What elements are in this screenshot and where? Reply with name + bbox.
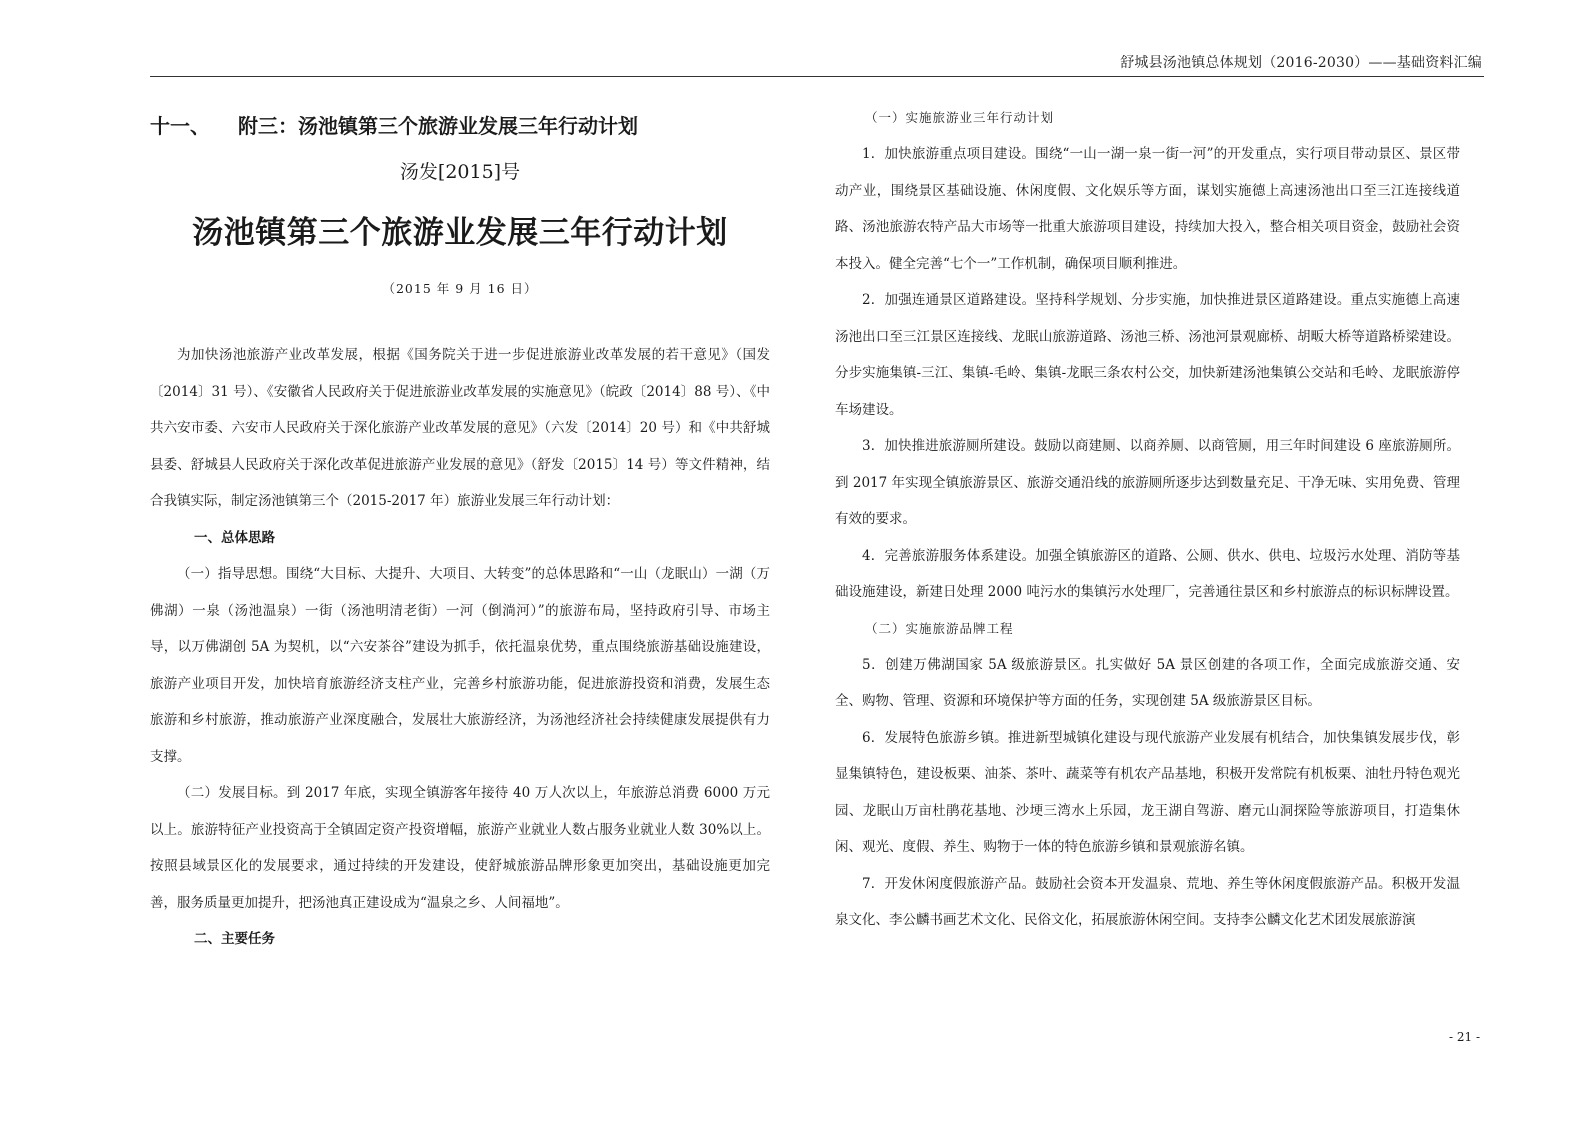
task-paragraph-5: 5．创建万佛湖国家 5A 级旅游景区。扎实做好 5A 景区创建的各项工作，全面完成旅游交通、安全、购物、管理、资源和环境保护等方面的任务，实现创建 5A 级旅游景区目标。 [835,656,1460,709]
running-header: 舒城县汤池镇总体规划（2016-2030）——基础资料汇编 [1120,55,1482,71]
left-column [150,100,770,958]
development-goals-paragraph: （二）发展目标。到 2017 年底，实现全镇游客年接待 40 万人次以上，年旅游总消费 6000 万元以上。旅游特征产业投资高于全镇固定资产投资增幅，旅游产业就业人数占服务业就业人数 30%以上。按照县域景区化的发展要求，通过持续的开发建设，使舒城旅游品牌形象更加突出，基础设施更加完善，服务质量更加提升，把汤池真正建设成为“温泉之乡、人间福地”。 [150,785,770,911]
document-date: （2015 年 9 月 16 日） [382,281,538,296]
section-number: 十一、 [150,113,210,138]
document-title: 汤池镇第三个旅游业发展三年行动计划 [192,215,728,251]
document-number: 汤发[2015]号 [399,161,521,183]
heading-main-tasks: 二、主要任务 [194,931,275,947]
guiding-ideology-paragraph: （一）指导思想。围绕“大目标、大提升、大项目、大转变”的总体思路和“一山（龙眠山）一湖（万佛湖）一泉（汤池温泉）一街（汤池明清老街）一河（倒淌河）”的旅游布局，坚持政府引导、市场主导，以万佛湖创 5A 为契机，以“六安茶谷”建设为抓手，依托温泉优势，重点围绕旅游基础设施建设，旅游产业项目开发，加快培育旅游经济支柱产业，完善乡村旅游功能，促进旅游投资和消费，发展生态旅游和乡村旅游，推动旅游产业深度融合，发展壮大旅游经济，为汤池经济社会持续健康发展提供有力支撑。 [150,566,770,765]
section-heading [150,109,770,139]
task-paragraph-3: 3．加快推进旅游厕所建设。鼓励以商建厕、以商养厕、以商管厕，用三年时间建设 6 座旅游厕所。到 2017 年实现全镇旅游景区、旅游交通沿线的旅游厕所逐步达到数量充足、干净无味、实用免费、管理有效的要求。 [835,438,1460,527]
page-number: - 21 - [1448,1030,1480,1044]
header-rule [150,76,1484,77]
subheading-brand-project: （二）实施旅游品牌工程 [865,620,1014,636]
right-column [835,100,1460,939]
section-title: 附三：汤池镇第三个旅游业发展三年行动计划 [238,113,638,138]
heading-overall-approach: 一、总体思路 [194,529,275,546]
task-paragraph-4: 4．完善旅游服务体系建设。加强全镇旅游区的道路、公厕、供水、供电、垃圾污水处理、消防等基础设施建设，新建日处理 2000 吨污水的集镇污水处理厂，完善通往景区和乡村旅游点的标识标牌设置。 [835,547,1460,600]
subheading-action-plan: （一）实施旅游业三年行动计划 [865,110,1055,125]
task-paragraph-7: 7．开发休闲度假旅游产品。鼓励社会资本开发温泉、荒地、养生等休闲度假旅游产品。积极开发温泉文化、李公麟书画艺术文化、民俗文化，拓展旅游休闲空间。支持李公麟文化艺术团发展旅游演 [835,875,1460,928]
task-paragraph-2: 2．加强连通景区道路建设。坚持科学规划、分步实施，加快推进景区道路建设。重点实施德上高速汤池出口至三江景区连接线、龙眠山旅游道路、汤池三桥、汤池河景观廊桥、胡畈大桥等道路桥梁建设。分步实施集镇-三江、集镇-毛岭、集镇-龙眠三条农村公交，加快新建汤池集镇公交站和毛岭、龙眠旅游停车场建设。 [835,292,1460,418]
task-paragraph-6: 6．发展特色旅游乡镇。推进新型城镇化建设与现代旅游产业发展有机结合，加快集镇发展步伐，彰显集镇特色，建设板栗、油茶、茶叶、蔬菜等有机农产品基地，积极开发常院有机板栗、油牡丹特色观光园、龙眠山万亩杜鹃花基地、沙埂三湾水上乐园，龙王湖自驾游、磨元山洞探险等旅游项目，打造集休闲、观光、度假、养生、购物于一体的特色旅游乡镇和景观旅游名镇。 [835,729,1460,855]
intro-paragraph: 为加快汤池旅游产业改革发展，根据《国务院关于进一步促进旅游业改革发展的若干意见》（国发〔2014〕31 号）、《安徽省人民政府关于促进旅游业改革发展的实施意见》（皖政〔2014〕88 号）、《中共六安市委、六安市人民政府关于深化旅游产业改革发展的意见》（六发〔2014〕20 号）和《中共舒城县委、舒城县人民政府关于深化改革促进旅游产业发展的意见》（舒发〔2015〕14 号）等文件精神，结合我镇实际，制定汤池镇第三个（2015-2017 年）旅游业发展三年行动计划： [150,347,770,509]
task-paragraph-1: 1．加快旅游重点项目建设。围绕“一山一湖一泉一街一河”的开发重点，实行项目带动景区、景区带动产业，围绕景区基础设施、休闲度假、文化娱乐等方面，谋划实施德上高速汤池出口至三江连接线道路、汤池旅游农特产品大市场等一批重大旅游项目建设，持续加大投入，整合相关项目资金，鼓励社会资本投入。健全完善“七个一”工作机制，确保项目顺利推进。 [835,146,1460,272]
